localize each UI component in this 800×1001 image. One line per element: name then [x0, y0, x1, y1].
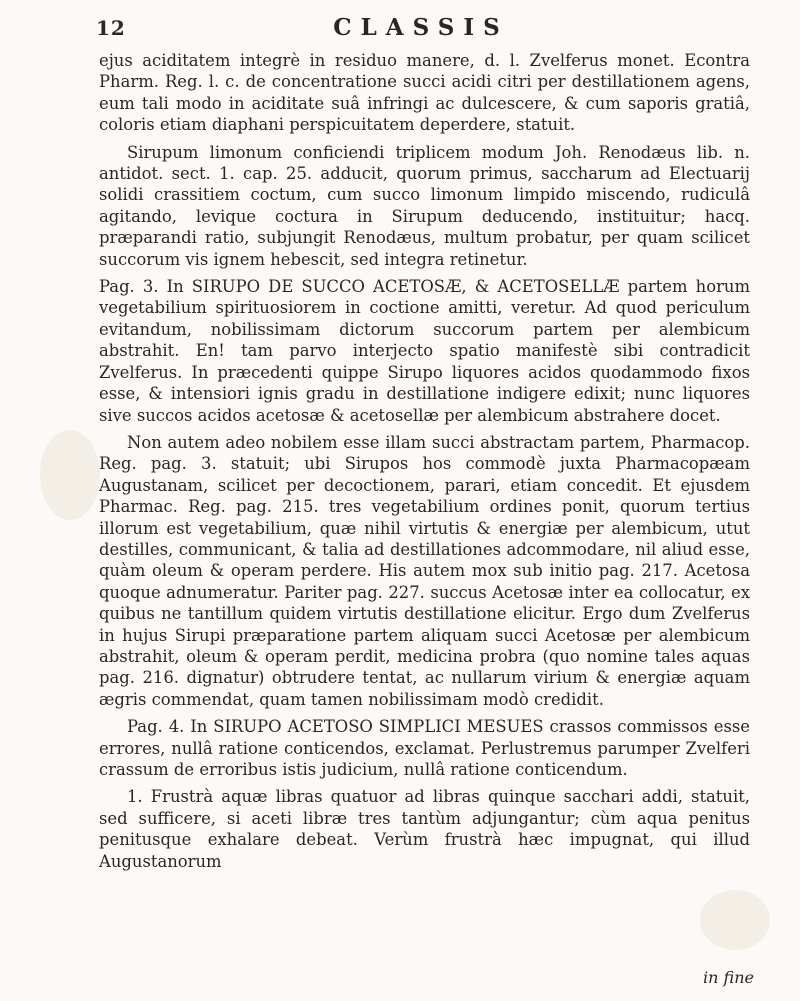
- paragraph-citrus-acidity: ejus aciditatem integrè in residuo manere, d. l. Zvelferus monet. Econtra Pharm. Reg. l. c. de concentratione succi acidi citri per destillationem agens, eum tali modo in aciditate suâ infringi ac dulcescere, & cum saporis gratiâ, coloris etiam diaphani perspicuitatem deperdere, statuit.: [99, 51, 750, 135]
- paper-stain: [700, 890, 770, 950]
- body-text: [99, 50, 750, 878]
- page-number: 12: [96, 16, 126, 40]
- running-head: CLASSIS: [333, 14, 509, 41]
- paragraph-frustra-aquae: 1. Frustrà aquæ libras quatuor ad libras quinque sacchari addi, statuit, sed sufficere, si aceti libræ tres tantùm adjungantur; cùm aqua penitus penitusque exhalare debeat. Verùm frustrà hæc impugnat, qui illud Augustanorum: [99, 787, 750, 871]
- paragraph-sirupus-acetosus: Pag. 4. In SIRUPO ACETOSO SIMPLICI MESUES crassos commissos esse errores, nullâ ratione conticendos, exclamat. Perlustremus parumper Zvelferi crassum de erroribus istis judicium, nullâ ratione conticendum.: [99, 717, 750, 779]
- paragraph-sirupus-acetosae: Pag. 3. In SIRUPO DE SUCCO ACETOSÆ, & ACETOSELLÆ partem horum vegetabilium spirituosiorem in coctione amitti, veretur. Ad quod periculum evitandum, nobilissimam dictorum succorum partem per alembicum abstrahit. En! tam parvo interjecto spatio manifestè sibi contradicit Zvelferus. In præcedenti quippe Sirupo liquores acidos quodammodo fixos esse, & intensiori ignis gradu in destillatione indigere edixit; nunc liquores sive succos acidos acetosæ & acetosellæ per alembicum abstrahere docet.: [99, 277, 750, 425]
- paragraph-nobilem-partem: Non autem adeo nobilem esse illam succi abstractam partem, Pharmacop. Reg. pag. 3. statuit; ubi Sirupos hos commodè juxta Pharmacopæam Augustanam, scilicet per decoctionem, parari, etiam concedit. Et ejusdem Pharmac. Reg. pag. 215. tres vegetabilium ordines ponit, quorum tertius illorum est vegetabilium, quæ nihil virtutis & energiæ per alembicum, utut destilles, communicant, & talia ad destillationes adcommodare, nil aliud esse, quàm oleum & operam perdere. His autem mox sub initio pag. 217. Acetosa quoque adnumeratur. Pariter pag. 227. succus Acetosæ inter ea collocatur, ex quibus ne tantillum quidem virtutis destillatione elicitur. Ergo dum Zvelferus in hujus Sirupi præparatione partem aliquam succi Acetosæ per alembicum abstrahit, oleum & operam perdit, medicina probra (quo nomine tales aquas pag. 216. dignatur) obtrudere tentat, ac nullarum virium & energiæ aquam ægris commendat, quam tamen nobilissimam modò credidit.: [99, 432, 750, 709]
- catchword: in fine: [703, 968, 754, 987]
- paragraph-sirupus-limonum: Sirupum limonum conficiendi triplicem modum Joh. Renodæus lib. n. antidot. sect. 1. cap. 25. adducit, quorum primus, saccharum ad Electuarij solidi crassitiem coctum, cum succo limonum limpido miscendo, rudiculâ agitando, levique coctura in Sirupum deducendo, instituitur; hacq. præparandi ratio, subjungit Renodæus, multum probatur, per quam scilicet succorum vis ignem hebescit, sed integra retinetur.: [99, 142, 750, 269]
- paper-stain: [40, 430, 100, 520]
- page-header: [96, 6, 746, 46]
